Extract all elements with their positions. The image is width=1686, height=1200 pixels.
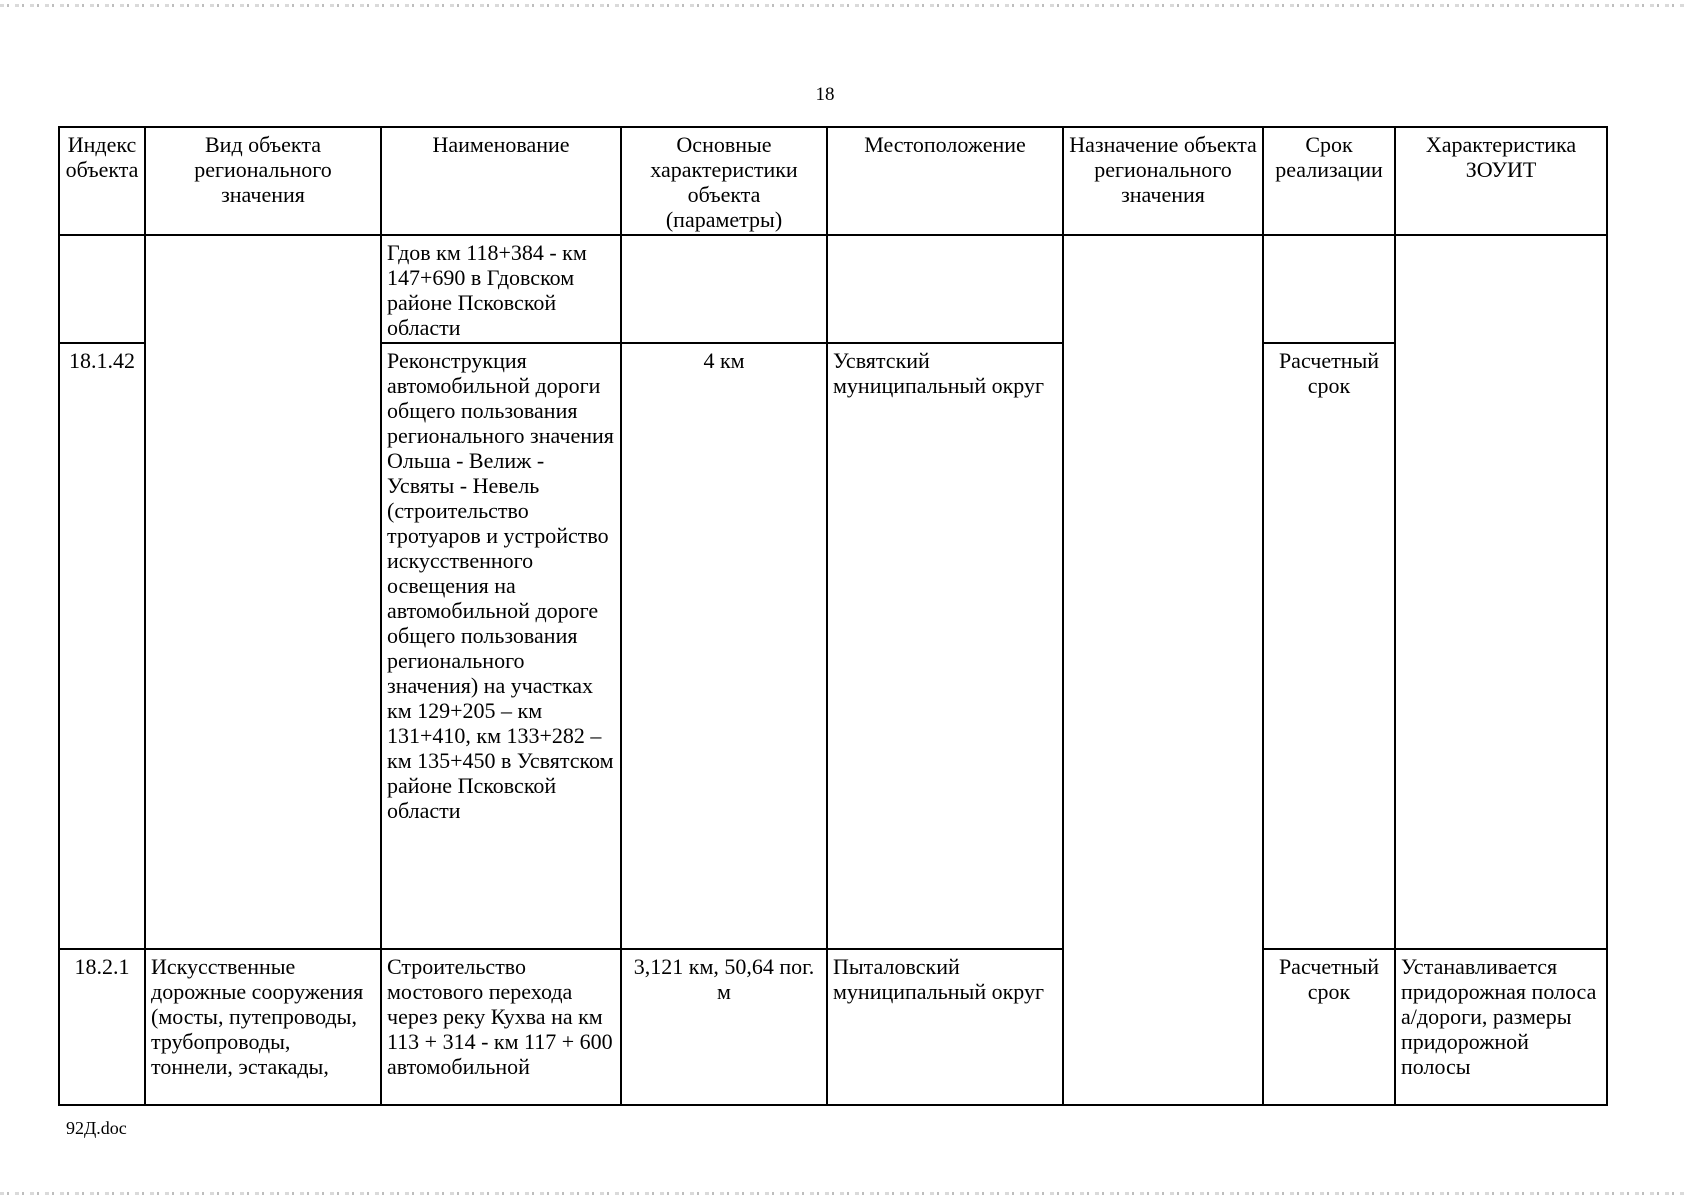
cell-parameters: 3,121 км, 50,64 пог. м <box>621 949 827 1105</box>
cell-location: Пыталовский муниципальный округ <box>827 949 1063 1105</box>
cell-name: Гдов км 118+384 - км 147+690 в Гдовском районе Псковской области <box>381 235 621 343</box>
scan-edge-bottom <box>0 1192 1686 1195</box>
cell-parameters: 4 км <box>621 343 827 949</box>
cell-index <box>59 235 145 343</box>
regional-objects-table <box>58 126 1608 1106</box>
page-number: 18 <box>815 84 835 105</box>
header-purpose: Назначение объекта регионального значения <box>1063 127 1263 235</box>
cell-name: Строительство мостового перехода через реку Кухва на км 113 + 314 - км 117 + 600 автомобильной <box>381 949 621 1105</box>
cell-object-type: Искусственные дорожные сооружения (мосты, путепроводы, трубопроводы, тоннели, эстакады, <box>145 949 381 1105</box>
cell-term: Расчетный срок <box>1263 949 1395 1105</box>
scan-edge-top <box>0 4 1686 7</box>
header-object-type: Вид объекта регионального значения <box>145 127 381 235</box>
cell-parameters <box>621 235 827 343</box>
cell-index: 18.1.42 <box>59 343 145 949</box>
cell-location: Усвятский муниципальный округ <box>827 343 1063 949</box>
cell-term <box>1263 235 1395 343</box>
table-row <box>59 949 1607 1105</box>
cell-object-type <box>145 235 381 949</box>
header-name: Наименование <box>381 127 621 235</box>
header-zouit: Характеристика ЗОУИТ <box>1395 127 1607 235</box>
header-term: Срок реализации <box>1263 127 1395 235</box>
cell-term: Расчетный срок <box>1263 343 1395 949</box>
cell-name: Реконструкция автомобильной дороги общего пользования регионального значения Ольша - Велиж - Усвяты - Невель (строительство тротуаров и устройство искусственного освещения на автомобильной дороге общего пользования регионального значения) на участках км 129+205 – км 131+410, км 133+282 – км 135+450 в Усвятском районе Псковской области <box>381 343 621 949</box>
cell-zouit <box>1395 235 1607 949</box>
table-header-row <box>59 127 1607 235</box>
cell-purpose <box>1063 235 1263 1105</box>
cell-location <box>827 235 1063 343</box>
footer-file-name: 92Д.doc <box>66 1118 127 1138</box>
table-row <box>59 235 1607 343</box>
header-location: Местоположение <box>827 127 1063 235</box>
header-index: Индекс объекта <box>59 127 145 235</box>
cell-index: 18.2.1 <box>59 949 145 1105</box>
cell-zouit: Устанавливается придорожная полоса а/дороги, размеры придорожной полосы <box>1395 949 1607 1105</box>
header-parameters: Основные характеристики объекта (параметры) <box>621 127 827 235</box>
